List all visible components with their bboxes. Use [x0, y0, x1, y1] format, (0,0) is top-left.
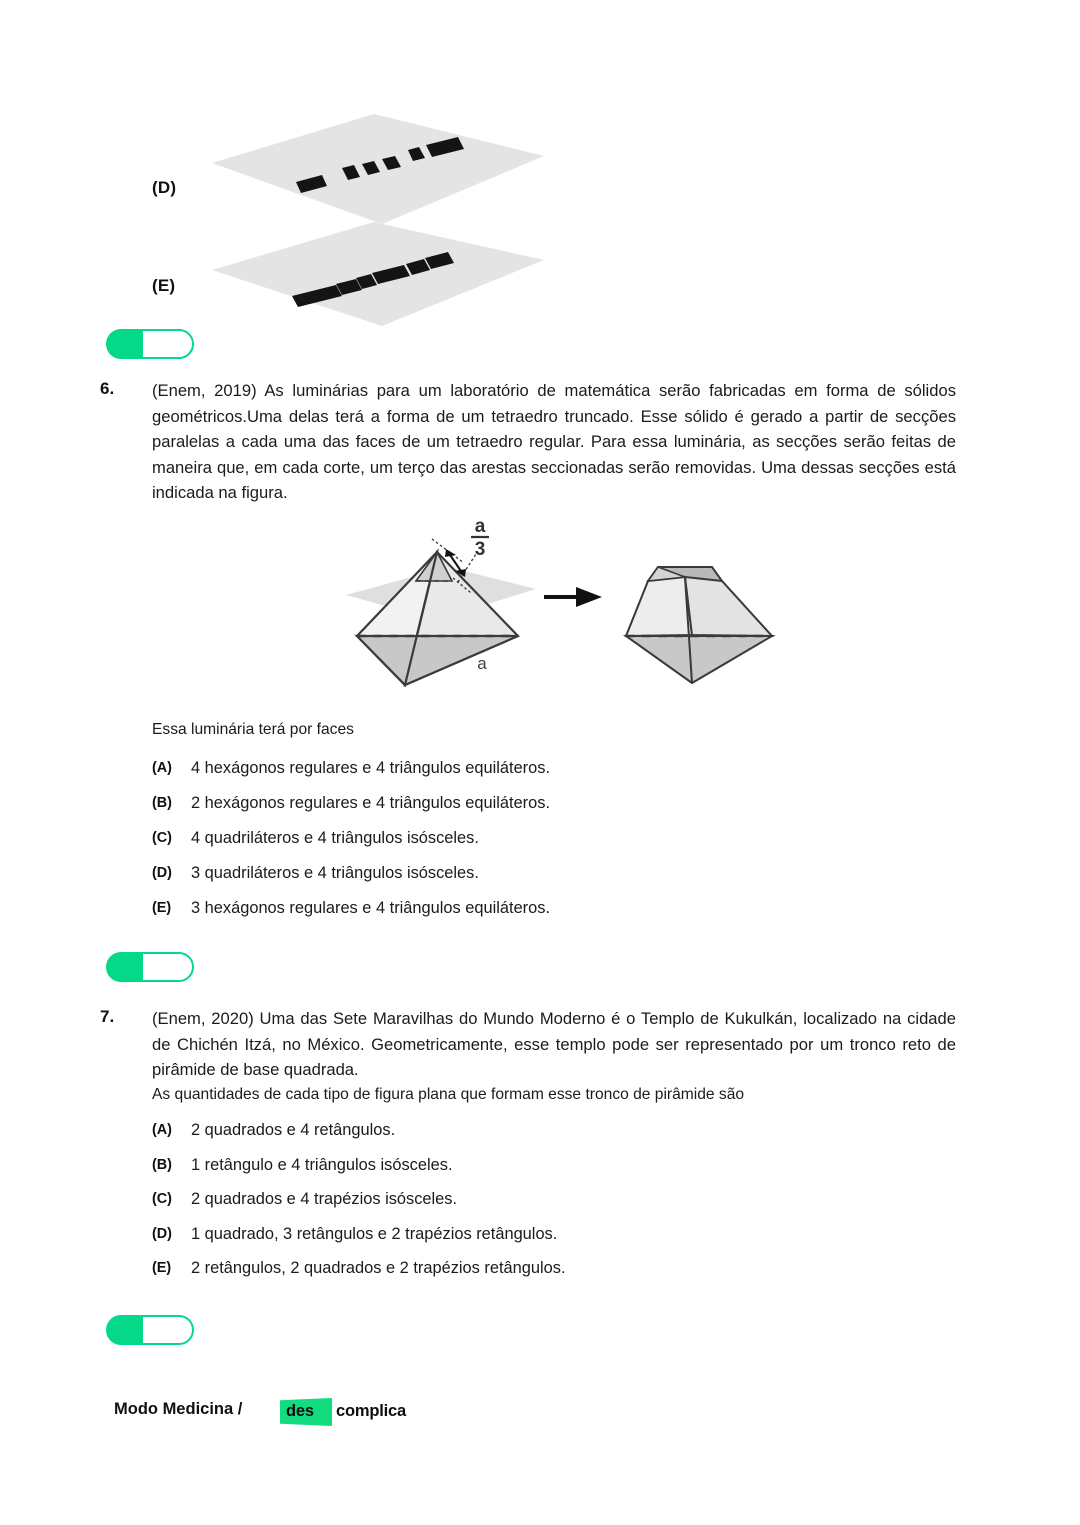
- option-text: 1 quadrado, 3 retângulos e 2 trapézios retângulos.: [191, 1225, 558, 1243]
- question-7-option-d[interactable]: [152, 1225, 972, 1248]
- option-text: 2 quadrados e 4 retângulos.: [191, 1121, 396, 1139]
- option-text: 2 quadrados e 4 trapézios isósceles.: [191, 1190, 458, 1208]
- option-letter: (A): [152, 760, 172, 776]
- question-7-lead: As quantidades de cada tipo de figura plana que formam esse tronco de pirâmide são: [152, 1086, 745, 1103]
- toggle-knob: [107, 953, 143, 981]
- question-7-option-c[interactable]: [152, 1190, 972, 1213]
- answer-plate-e-figure: [196, 208, 556, 328]
- option-letter: (E): [152, 900, 172, 916]
- footer-brand-text: Modo Medicina /: [114, 1400, 243, 1418]
- question-6-option-a[interactable]: [152, 759, 972, 782]
- answer-plate-e-label: (E): [152, 276, 176, 295]
- option-letter: (C): [152, 830, 172, 846]
- truncated-tetrahedron: [626, 567, 772, 683]
- question-6-number: 6.: [100, 379, 115, 398]
- question-7-option-a[interactable]: [152, 1121, 972, 1144]
- option-text: 2 retângulos, 2 quadrados e 2 trapézios retângulos.: [191, 1259, 566, 1277]
- question-7-option-b[interactable]: [152, 1156, 972, 1179]
- label-a-over-3-denominator: 3: [474, 539, 486, 560]
- option-letter: (D): [152, 865, 172, 881]
- option-letter: (E): [152, 1260, 172, 1276]
- question-6-option-e[interactable]: [152, 899, 972, 922]
- option-text: 1 retângulo e 4 triângulos isósceles.: [191, 1156, 453, 1174]
- option-text: 3 quadriláteros e 4 triângulos isósceles.: [191, 864, 479, 882]
- toggle-3[interactable]: [106, 1315, 194, 1345]
- toggle-knob: [107, 1316, 143, 1344]
- toggle-2[interactable]: [106, 952, 194, 982]
- option-text: 4 hexágonos regulares e 4 triângulos equiláteros.: [191, 759, 551, 777]
- question-6-figure: [340, 505, 800, 700]
- toggle-1[interactable]: [106, 329, 194, 359]
- option-text: 2 hexágonos regulares e 4 triângulos equiláteros.: [191, 794, 551, 812]
- option-letter: (D): [152, 1226, 172, 1242]
- label-a-base: a: [477, 654, 487, 673]
- logo-text-complica: complica: [336, 1402, 406, 1420]
- question-6-option-d[interactable]: [152, 864, 972, 887]
- option-text: 4 quadriláteros e 4 triângulos isósceles.: [191, 829, 479, 847]
- question-7-option-e[interactable]: [152, 1259, 972, 1282]
- option-letter: (B): [152, 795, 172, 811]
- top-answer-figures: [0, 80, 1080, 320]
- question-6-statement: (Enem, 2019) As luminárias para um laboratório de matemática serão fabricadas em forma de sólidos geométricos.Uma delas terá a forma de um tetraedro truncado. Esse sólido é gerado a partir de secções paralelas a cada uma das faces de um tetraedro regular. Para essa luminária, as secções serão feitas de maneira que, em cada corte, um terço das arestas seccionadas serão removidas. Uma dessas secções está indicada na figura.: [152, 381, 956, 502]
- option-letter: (C): [152, 1191, 172, 1207]
- answer-plate-d-label: (D): [152, 178, 177, 197]
- label-a-over-3-numerator: a: [474, 516, 486, 537]
- question-6-option-b[interactable]: [152, 794, 972, 817]
- transition-arrow: [544, 587, 602, 607]
- option-text: 3 hexágonos regulares e 4 triângulos equiláteros.: [191, 899, 551, 917]
- option-letter: (A): [152, 1122, 172, 1138]
- question-7-number: 7.: [100, 1007, 115, 1026]
- logo-text-des: des: [286, 1402, 314, 1420]
- toggle-knob: [107, 330, 143, 358]
- tetrahedron-truncation-diagram: [340, 505, 800, 700]
- option-letter: (B): [152, 1157, 172, 1173]
- question-6-lead: Essa luminária terá por faces: [152, 721, 354, 738]
- question-6-option-c[interactable]: [152, 829, 972, 852]
- question-7-statement: (Enem, 2020) Uma das Sete Maravilhas do Mundo Moderno é o Templo de Kukulkán, localizado na cidade de Chichén Itzá, no México. Geometricamente, esse templo pode ser representado por um tronco reto de pirâmide de base quadrada.: [152, 1009, 956, 1079]
